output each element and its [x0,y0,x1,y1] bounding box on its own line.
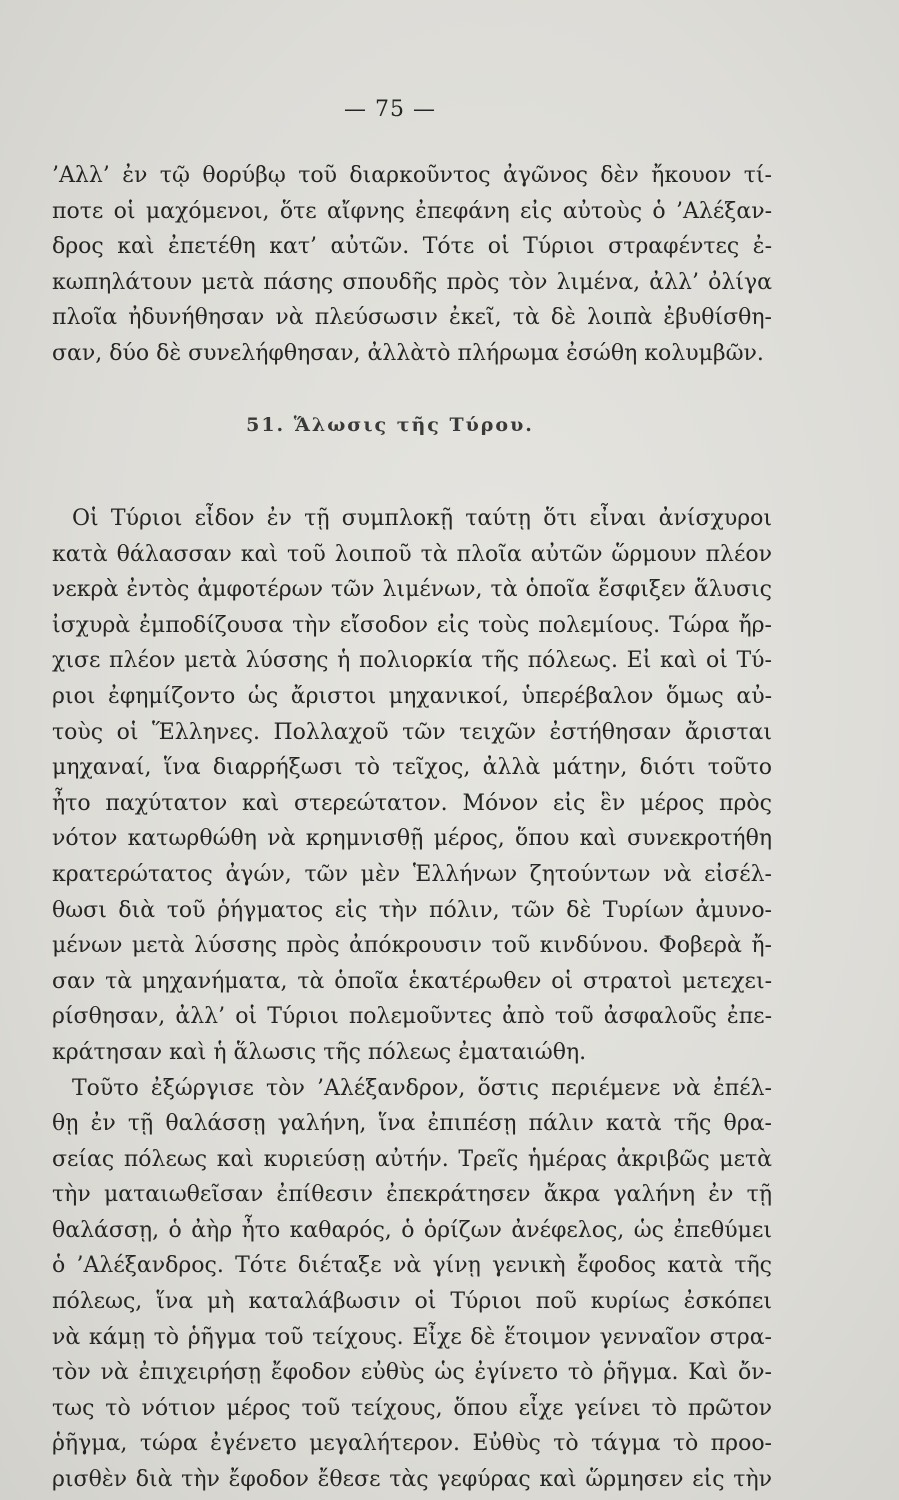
text-line: κρατερώτατος ἀγών, τῶν μὲν Ἑλλήνων ζητούντων νὰ εἰσέλ- [52,861,772,887]
paragraph-intro [52,158,772,372]
text-line: ρισθὲν διὰ τὴν ἔφοδον ἔθεσε τὰς γεφύρας καὶ ὥρμησεν εἰς τὴν [52,1467,772,1493]
text-line: δρος καὶ ἐπετέθη κατ’ αὐτῶν. Τότε οἱ Τύριοι στραφέντες ἐ- [52,234,772,260]
text-line: πόλεως, ἵνα μὴ καταλάβωσιν οἱ Τύριοι ποῦ κυρίως ἐσκόπει [52,1289,772,1315]
text-line: τοὺς οἱ Ἕλληνες. Πολλαχοῦ τῶν τειχῶν ἐστήθησαν ἄρισται [52,719,772,745]
text-line: ῥῆγμα, τώρα ἐγένετο μεγαλήτερον. Εὐθὺς τὸ τάγμα τὸ προο- [52,1431,772,1457]
text-line: ἦτο παχύτατον καὶ στερεώτατον. Μόνον εἰς ἓν μέρος πρὸς [52,790,772,816]
page-number: — 75 — [344,97,436,122]
text-line: ρίσθησαν, ἀλλ’ οἱ Τύριοι πολεμοῦντες ἀπὸ τοῦ ἀσφαλοῦς ἐπε- [52,1004,772,1030]
text-line: θωσι διὰ τοῦ ῥήγματος εἰς τὴν πόλιν, τῶν δὲ Τυρίων ἀμυνο- [52,897,772,923]
text-line: σαν, δύο δὲ συνελήφθησαν, ἀλλὰτὸ πλήρωμα ἐσώθη κολυμβῶν. [52,340,764,366]
text-line: νεκρὰ ἐντὸς ἀμφοτέρων τῶν λιμένων, τὰ ὁποῖα ἔσφιξεν ἅλυσις [52,577,772,603]
text-line: σαν τὰ μηχανήματα, τὰ ὁποῖα ἑκατέρωθεν οἱ στρατοὶ μετεχει- [52,968,772,994]
text-line: ’Αλλ’ ἐν τῷ θορύβῳ τοῦ διαρκοῦντος ἀγῶνος δὲν ἤκουον τί- [52,163,772,188]
text-line: Τοῦτο ἐξώργισε τὸν ’Αλέξανδρον, ὅστις περιέμενε νὰ ἐπέλ- [72,1075,772,1101]
text-line: ὁ ’Αλέξανδρος. Τότε διέταξε νὰ γίνῃ γενικὴ ἔφοδος κατὰ τῆς [52,1253,772,1279]
text-line: χισε πλέον μετὰ λύσσης ἡ πολιορκία τῆς πόλεως. Εἰ καὶ οἱ Τύ- [52,648,772,674]
text-line: τὴν ματαιωθεῖσαν ἐπίθεσιν ἐπεκράτησεν ἄκρα γαλήνη ἐν τῇ [52,1182,772,1208]
paragraph-main [52,501,772,1498]
text-line: μηχαναί, ἵνα διαρρήξωσι τὸ τεῖχος, ἀλλὰ μάτην, διότι τοῦτο [52,755,772,781]
section-heading: 51. Ἅλωσις τῆς Τύρου. [246,414,534,436]
text-line: νὰ κάμῃ τὸ ῥῆγμα τοῦ τείχους. Εἶχε δὲ ἕτοιμον γενναῖον στρα- [52,1324,772,1350]
text-line: κωπηλάτουν μετὰ πάσης σπουδῆς πρὸς τὸν λιμένα, ἀλλ’ ὀλίγα [52,269,772,295]
text-line: κατὰ θάλασσαν καὶ τοῦ λοιποῦ τὰ πλοῖα αὐτῶν ὥρμουν πλέον [52,541,772,567]
text-line: μένων μετὰ λύσσης πρὸς ἀπόκρουσιν τοῦ κινδύνου. Φοβερὰ ἤ- [52,933,772,959]
text-line: σείας πόλεως καὶ κυριεύσῃ αὐτήν. Τρεῖς ἡμέρας ἀκριβῶς μετὰ [52,1146,772,1172]
text-line: τως τὸ νότιον μέρος τοῦ τείχους, ὅπου εἶχε γείνει τὸ πρῶτον [52,1395,772,1421]
text-line: νότον κατωρθώθη νὰ κρημνισθῇ μέρος, ὅπου καὶ συνεκροτήθη [52,826,772,852]
text-line: κράτησαν καὶ ἡ ἅλωσις τῆς πόλεως ἐματαιώθη. [52,1039,587,1065]
text-line: θαλάσσῃ, ὁ ἀὴρ ἦτο καθαρός, ὁ ὁρίζων ἀνέφελος, ὡς ἐπεθύμει [52,1217,772,1243]
text-line: Οἱ Τύριοι εἶδον ἐν τῇ συμπλοκῇ ταύτῃ ὅτι εἶναι ἀνίσχυροι [72,506,772,531]
text-line: ποτε οἱ μαχόμενοι, ὅτε αἴφνης ἐπεφάνη εἰς αὐτοὺς ὁ ’Αλέξαν- [52,198,772,224]
text-line: θῃ ἐν τῇ θαλάσσῃ γαλήνη, ἵνα ἐπιπέσῃ πάλιν κατὰ τῆς θρα- [52,1111,772,1137]
text-line: ριοι ἐφημίζοντο ὡς ἄριστοι μηχανικοί, ὑπερέβαλον ὅμως αὐ- [52,683,772,709]
text-line: πλοῖα ἠδυνήθησαν νὰ πλεύσωσιν ἐκεῖ, τὰ δὲ λοιπὰ ἐβυθίσθη- [52,305,772,331]
text-line: ἰσχυρὰ ἐμποδίζουσα τὴν εἴσοδον εἰς τοὺς πολεμίους. Τώρα ἤρ- [52,612,772,638]
text-line: τὸν νὰ ἐπιχειρήσῃ ἔφοδον εὐθὺς ὡς ἐγίνετο τὸ ῥῆγμα. Καὶ ὄν- [52,1360,772,1386]
